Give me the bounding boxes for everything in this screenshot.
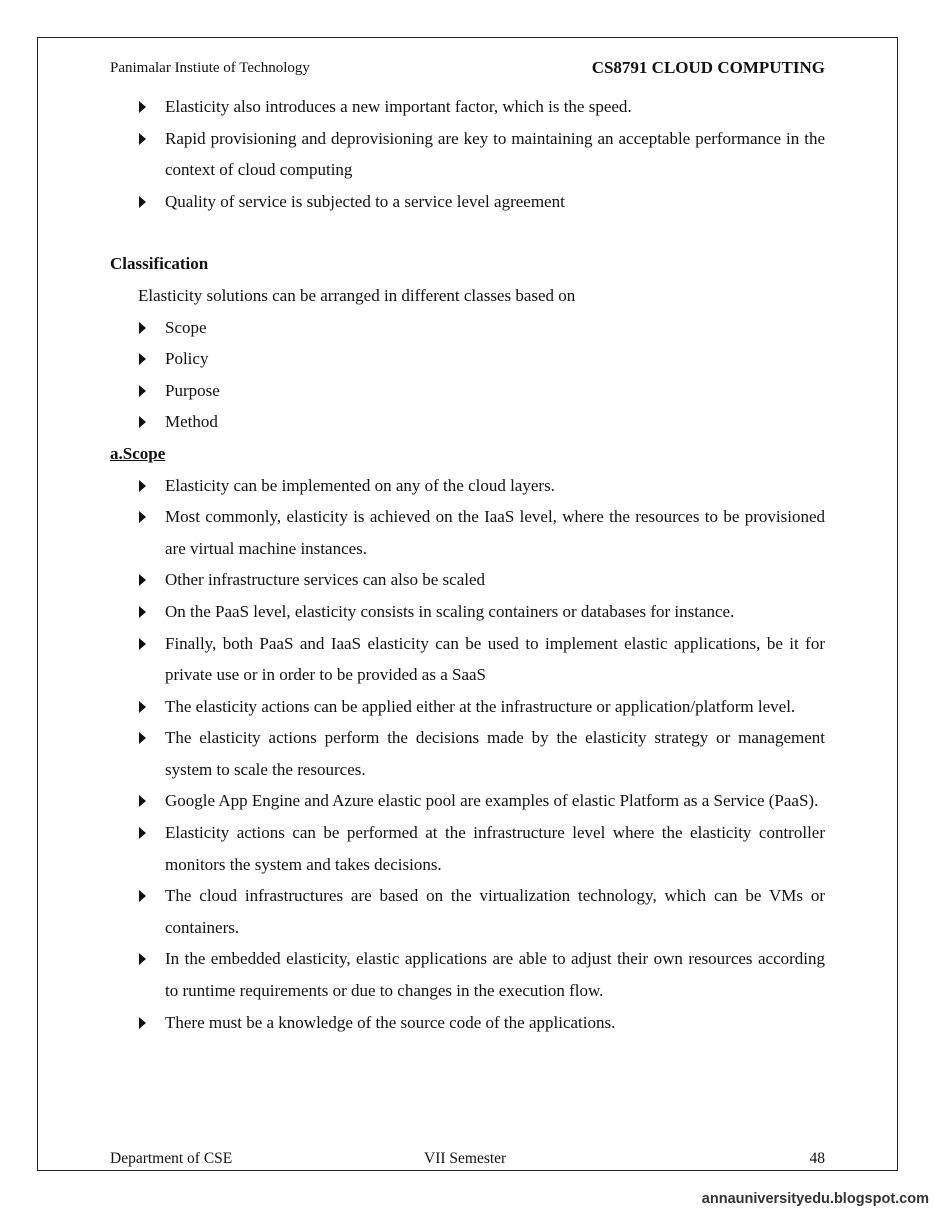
scope-bullet: The elasticity actions can be applied either at the infrastructure or application/platform level. bbox=[110, 691, 825, 723]
classification-item: Method bbox=[110, 406, 825, 438]
bullet-arrow-icon bbox=[139, 638, 146, 650]
bullet-arrow-icon bbox=[139, 732, 146, 744]
spacer bbox=[110, 217, 825, 248]
scope-bullet: Most commonly, elasticity is achieved on the IaaS level, where the resources to be provisioned are virtual machine instances. bbox=[110, 501, 825, 564]
classification-item: Scope bbox=[110, 312, 825, 344]
bullet-item: Elasticity also introduces a new important factor, which is the speed. bbox=[110, 91, 825, 123]
scope-bullet: There must be a knowledge of the source code of the applications. bbox=[110, 1007, 825, 1039]
bullet-arrow-icon bbox=[139, 385, 146, 397]
classification-heading: Classification bbox=[110, 254, 209, 274]
bullet-arrow-icon bbox=[139, 1017, 146, 1029]
bullet-item: Rapid provisioning and deprovisioning are key to maintaining an acceptable performance in the context of cloud computing bbox=[110, 123, 825, 186]
scope-bullet: Elasticity can be implemented on any of the cloud layers. bbox=[110, 470, 825, 502]
scope-bullet: The elasticity actions perform the decisions made by the elasticity strategy or management system to scale the resources. bbox=[110, 722, 825, 785]
page-content bbox=[110, 91, 825, 1038]
scope-bullet: Finally, both PaaS and IaaS elasticity can be used to implement elastic applications, be it for private use or in order to be provided as a SaaS bbox=[110, 628, 825, 691]
bullet-arrow-icon bbox=[139, 322, 146, 334]
bullet-item: Quality of service is subjected to a service level agreement bbox=[110, 186, 825, 218]
bullet-arrow-icon bbox=[139, 353, 146, 365]
classification-intro: Elasticity solutions can be arranged in different classes based on bbox=[138, 285, 576, 305]
footer-semester: VII Semester bbox=[424, 1150, 507, 1167]
scope-bullet: In the embedded elasticity, elastic applications are able to adjust their own resources according to runtime requirements or due to changes in the execution flow. bbox=[110, 943, 825, 1006]
scope-heading: a.Scope bbox=[110, 443, 166, 463]
classification-item: Purpose bbox=[110, 375, 825, 407]
scope-bullet: On the PaaS level, elasticity consists in scaling containers or databases for instance. bbox=[110, 596, 825, 628]
scope-bullet: Google App Engine and Azure elastic pool are examples of elastic Platform as a Service (PaaS). bbox=[110, 785, 825, 817]
classification-item: Policy bbox=[110, 343, 825, 375]
scope-bullet: Elasticity actions can be performed at the infrastructure level where the elasticity controller monitors the system and takes decisions. bbox=[110, 817, 825, 880]
bullet-arrow-icon bbox=[139, 480, 146, 492]
bullet-arrow-icon bbox=[139, 416, 146, 428]
bullet-arrow-icon bbox=[139, 196, 146, 208]
bullet-arrow-icon bbox=[139, 701, 146, 713]
footer-department: Department of CSE bbox=[110, 1150, 233, 1167]
bullet-arrow-icon bbox=[139, 953, 146, 965]
bullet-arrow-icon bbox=[139, 101, 146, 113]
bullet-arrow-icon bbox=[139, 511, 146, 523]
scope-bullet: The cloud infrastructures are based on the virtualization technology, which can be VMs or containers. bbox=[110, 880, 825, 943]
scope-bullet: Other infrastructure services can also be scaled bbox=[110, 564, 825, 596]
source-watermark[interactable]: annauniversityedu.blogspot.com bbox=[701, 1191, 929, 1207]
header-course: CS8791 CLOUD COMPUTING bbox=[591, 58, 825, 77]
bullet-arrow-icon bbox=[139, 574, 146, 586]
bullet-arrow-icon bbox=[139, 795, 146, 807]
bullet-arrow-icon bbox=[139, 606, 146, 618]
bullet-arrow-icon bbox=[139, 133, 146, 145]
header-institute: Panimalar Instiute of Technology bbox=[110, 60, 310, 76]
footer-page-number: 48 bbox=[809, 1150, 825, 1167]
bullet-arrow-icon bbox=[139, 827, 146, 839]
bullet-arrow-icon bbox=[139, 890, 146, 902]
